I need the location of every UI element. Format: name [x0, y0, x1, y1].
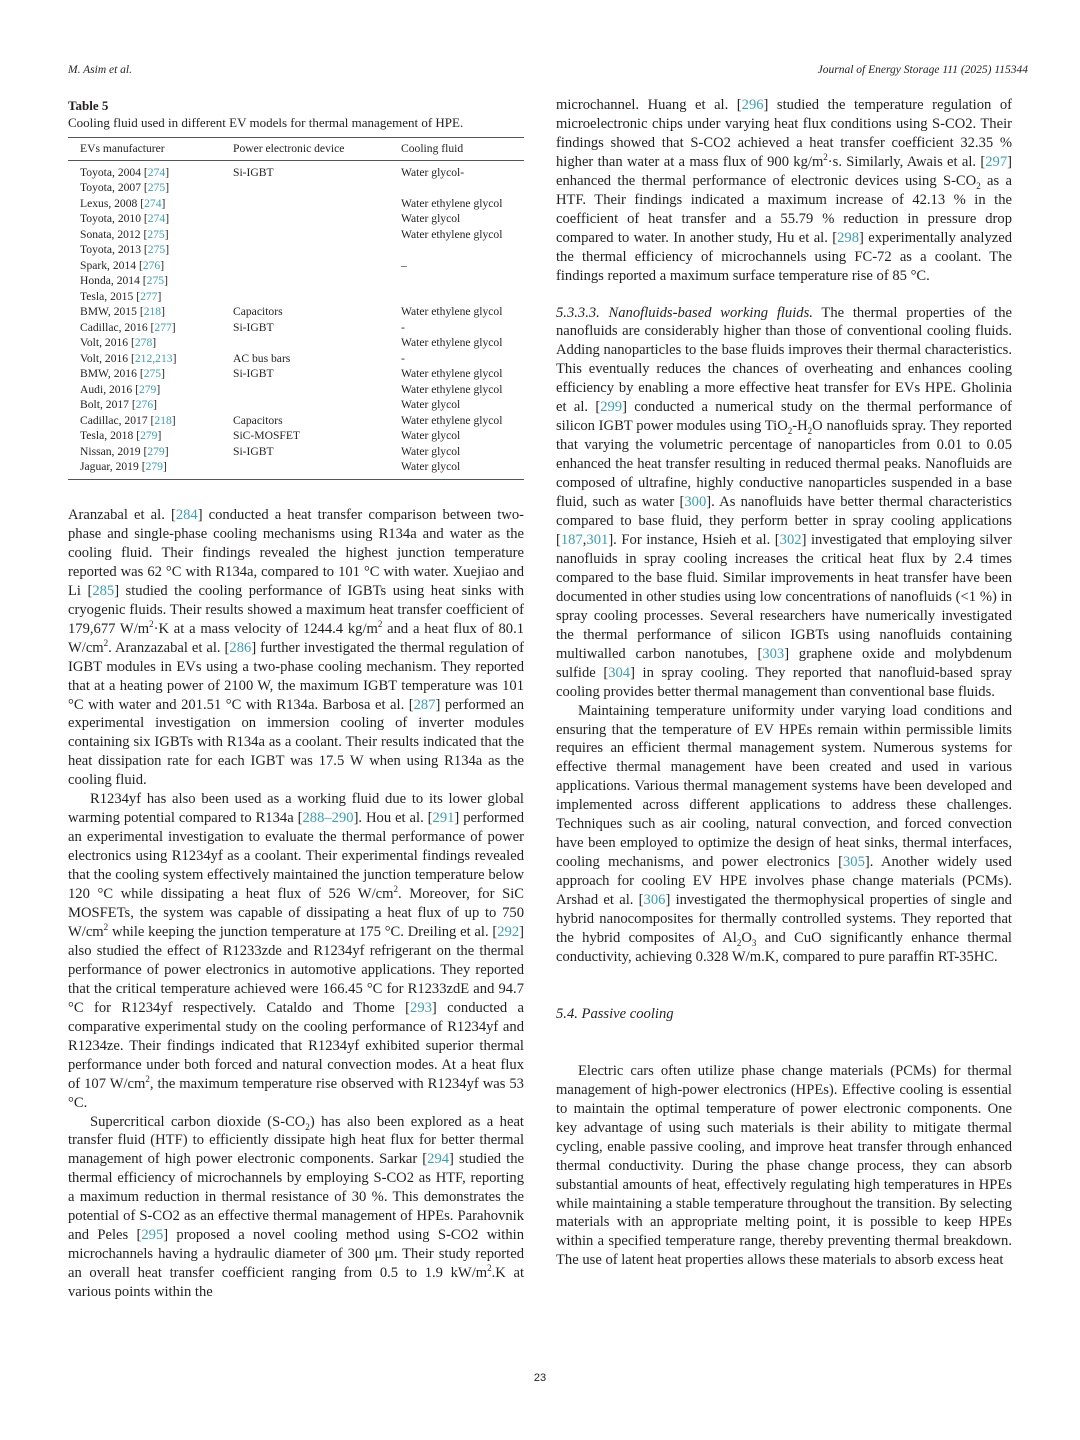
- cell-fluid: –: [401, 258, 407, 272]
- text: R1234yf has also been used as a working fluid due to its lower global warming potential compared to R134a [: [68, 791, 524, 827]
- paragraph-nanofluids: [556, 304, 1012, 702]
- table-row: [68, 428, 524, 444]
- text: ] proposed a novel cooling method using S-CO2 within microchannels having a hydraulic diameter of 300 μm. Their study reported an overall heat transfer coefficient ranging from 0.5 to 1.9 kW/m: [68, 1227, 524, 1282]
- spacer: [556, 1024, 1012, 1062]
- bracket: ]: [165, 165, 170, 179]
- bracket: [: [150, 320, 155, 334]
- citation-link[interactable]: 296: [741, 97, 764, 113]
- superscript: 2: [145, 1073, 150, 1084]
- cell-device: Si-IGBT: [233, 444, 274, 458]
- paragraph-microchannel: [556, 96, 1012, 286]
- citation-link[interactable]: 274: [147, 165, 166, 179]
- bracket: [: [143, 212, 148, 225]
- citation-link[interactable]: 285: [92, 582, 115, 599]
- cell-manufacturer: [68, 351, 233, 367]
- superscript: 2: [377, 618, 383, 629]
- table-row: [68, 366, 524, 382]
- cell-fluid: -: [401, 320, 405, 334]
- column-header-device: Power electronic device: [233, 138, 401, 161]
- text: ] graphene oxide and molybdenum sulfide [: [556, 645, 1012, 681]
- citation-link[interactable]: 275: [147, 181, 166, 194]
- text: .K at various points within the: [68, 1265, 525, 1301]
- citation-link[interactable]: 279: [140, 429, 158, 442]
- cell-device: [233, 382, 401, 398]
- text: O nanofluids spray. They reported that varying the volumetric percentage of nanoparticles from 0.01 to 0.05 enhanced the heat transfer resulting in reduced thermal peaks. Nanofluids are composed of ultrafine, highly conductive nanoparticles suspended in a base fluid, such as water [: [556, 418, 1012, 511]
- citation-link[interactable]: 218: [143, 305, 162, 318]
- citation-link[interactable]: 277: [140, 289, 158, 303]
- citation-link[interactable]: 292: [497, 923, 520, 940]
- bracket: [: [143, 181, 148, 194]
- table-row: [68, 335, 524, 351]
- paragraph-r1234yf: [68, 790, 524, 1112]
- text: Supercritical carbon dioxide (S-CO: [90, 1113, 306, 1130]
- manufacturer-text: BMW, 2015: [80, 305, 140, 318]
- manufacturer-text: Honda, 2014: [80, 274, 143, 287]
- bracket: [: [140, 196, 145, 210]
- cell-manufacturer: [68, 428, 233, 444]
- table-row: [68, 258, 524, 274]
- manufacturer-text: Sonata, 2012: [80, 227, 144, 241]
- text: ·s. Similarly, Awais et al. [: [827, 153, 986, 170]
- text: ] studied the temperature regulation of microelectronic chips under varying heat flux conditions using S-CO2. Their findings showed that S-CO2 achieved a heat transfer coefficient 32.35 % higher than water at a mass flux of 900 kg/m: [556, 97, 1012, 170]
- text: ] also studied the effect of R1233zde and R1234yf refrigerant on the thermal performance of power electronics in automotive applications. They reported that the critical temperature achieved were 166.45 °C for R1233zdE and 94.7 °C for R1234yf respectively. Cataldo and Thome [: [68, 923, 524, 1016]
- subscript: 2: [807, 426, 813, 437]
- table-row: [68, 459, 524, 479]
- citation-link[interactable]: 212,213: [134, 351, 173, 365]
- cell-fluid: [401, 242, 524, 258]
- text: ] conducted a comparative experimental study on the cooling performance of R1234yf and R1234ze. Their findings indicated that R1234yf exhibited superior thermal performance under both forced and natural convection modes. At a heat flux of 107 W/cm: [68, 999, 524, 1092]
- cell-manufacturer: [68, 397, 233, 413]
- citation-link[interactable]: 287: [413, 696, 436, 713]
- manufacturer-text: Nissan, 2019: [80, 444, 144, 458]
- table-row: [68, 444, 524, 460]
- text: ] experimentally analyzed the thermal efficiency of microchannels using FC-72 as a coolant. The findings reported a maximum surface temperature rise of 85 °C.: [556, 229, 1012, 284]
- paragraph-r134a: [68, 506, 524, 790]
- cell-fluid: [401, 273, 524, 289]
- cell-device: [233, 227, 401, 243]
- cell-device: [233, 258, 401, 274]
- citation-link[interactable]: 303: [762, 645, 785, 662]
- cell-manufacturer: [68, 320, 233, 336]
- text: The thermal properties of the nanofluids are considerably higher than those of conventional cooling fluids. Adding nanoparticles to the base fluids improves their thermal characteristics. This eventually reduces the chances of overheating and enhances cooling efficiency by enabling a more effective heat transfer for EVs HPE. Gholinia et al. [: [556, 304, 1012, 416]
- cell-manufacturer: [68, 180, 233, 196]
- citation-link[interactable]: 274: [147, 212, 166, 225]
- bracket: ]: [152, 336, 157, 349]
- citation-link[interactable]: 284: [175, 507, 198, 523]
- cell-device: Capacitors: [233, 413, 283, 427]
- superscript: 2: [149, 618, 154, 629]
- manufacturer-text: Toyota, 2007: [80, 181, 144, 194]
- bracket: [: [138, 258, 143, 272]
- bracket: ]: [165, 243, 170, 256]
- paragraph-sco2: [68, 1113, 524, 1303]
- cell-device: SiC-MOSFET: [233, 429, 301, 442]
- citation-link[interactable]: 275: [146, 274, 165, 287]
- citation-link[interactable]: 291: [432, 810, 455, 827]
- cell-device: [233, 397, 401, 413]
- table-body: [68, 160, 524, 479]
- cell-fluid: Water ethylene glycol: [401, 227, 503, 241]
- cell-manufacturer: [68, 366, 233, 382]
- cell-manufacturer: [68, 211, 233, 227]
- manufacturer-text: Cadillac, 2017: [80, 413, 151, 427]
- manufacturer-text: Cadillac, 2016: [80, 320, 151, 334]
- bracket: ]: [172, 351, 177, 365]
- cell-fluid: Water glycol: [401, 212, 461, 225]
- subscript: 2: [305, 1121, 310, 1132]
- cell-fluid: Water ethylene glycol: [401, 196, 503, 210]
- text: ] in spray cooling. They reported that nanofluid-based spray cooling provides better thermal management than conventional base fluids.: [556, 664, 1012, 700]
- bracket: [: [143, 444, 148, 458]
- text: ,: [582, 531, 587, 548]
- citation-link[interactable]: 275: [147, 227, 165, 241]
- cell-fluid: -: [401, 351, 405, 365]
- bracket: [: [136, 429, 141, 442]
- manufacturer-text: Toyota, 2004: [80, 165, 144, 179]
- cell-manufacturer: [68, 459, 233, 479]
- manufacturer-text: Volt, 2016: [80, 351, 131, 365]
- text: ) has also been explored as a heat transfer fluid (HTF) to efficiently dissipate high heat flux for better thermal management of high power electronic components. Sarkar [: [68, 1113, 524, 1168]
- text: ] conducted a numerical study on the thermal performance of silicon IGBT power modules using TiO: [556, 399, 1012, 435]
- table-row: [68, 397, 524, 413]
- text: microchannel. Huang et al. [: [556, 97, 742, 113]
- bracket: [: [135, 382, 139, 396]
- manufacturer-text: Tesla, 2015: [80, 289, 137, 303]
- text: ] further investigated the thermal regulation of IGBT modules in EVs using a two-phase cooling mechanism. They reported that at a heating power of 2100 W, the maximum IGBT temperature was 101 °C with water and 201.51 °C with R134a. Barbosa et al. [: [68, 639, 524, 713]
- table-row: [68, 211, 524, 227]
- cell-device: [233, 196, 401, 212]
- cell-device: AC bus bars: [233, 351, 291, 365]
- bracket: [: [141, 460, 146, 473]
- citation-link[interactable]: 306: [643, 892, 666, 909]
- cell-device: Capacitors: [233, 305, 283, 318]
- cell-device: [233, 459, 401, 479]
- bracket: ]: [162, 460, 167, 473]
- citation-link[interactable]: 302: [779, 531, 802, 548]
- bracket: ]: [157, 429, 162, 442]
- cell-manufacturer: [68, 304, 233, 320]
- table-row: [68, 413, 524, 429]
- cell-fluid: Water ethylene glycol: [401, 382, 503, 396]
- text: Maintaining temperature uniformity under varying load conditions and ensuring that the temperature of EV HPEs remain within permissible limits requires an efficient thermal management system. Numerous systems for effective thermal management have been created and used in various applications. Various thermal management systems have been developed and implemented across different applications to address these challenges. Techniques such as air cooling, natural convection, and forced convection have been employed to optimize the design of heat sinks, thermal interfaces, cooling mechanisms, and power electronics [: [556, 702, 1012, 871]
- cell-fluid: Water ethylene glycol: [401, 367, 503, 380]
- text: -H: [792, 418, 808, 435]
- cell-fluid: [401, 180, 524, 196]
- cell-device: [233, 211, 401, 227]
- text: while keeping the junction temperature at 175 °C. Dreiling et al. [: [108, 923, 498, 940]
- bracket: ]: [164, 274, 168, 287]
- citation-link[interactable]: 279: [145, 460, 163, 473]
- cell-fluid: Water glycol-: [401, 165, 465, 179]
- cell-fluid: Water glycol: [401, 444, 461, 458]
- spacer: [556, 967, 1012, 1005]
- page-number: 23: [533, 1372, 547, 1384]
- manufacturer-text: Bolt, 2017: [80, 398, 132, 411]
- cell-fluid: [401, 289, 524, 305]
- text: ]. For instance, Hsieh et al. [: [608, 531, 780, 548]
- manufacturer-text: Jaguar, 2019: [80, 460, 142, 473]
- subscript: 2: [736, 937, 742, 948]
- text: . Aranzazabal et al. [: [108, 639, 230, 656]
- citation-link[interactable]: 276: [135, 398, 154, 411]
- superscript: 2: [487, 1263, 492, 1274]
- manufacturer-text: Tesla, 2018: [80, 429, 137, 442]
- manufacturer-text: Toyota, 2010: [80, 212, 144, 225]
- table-row: [68, 304, 524, 320]
- cell-device: [233, 273, 401, 289]
- table-row: [68, 227, 524, 243]
- citation-link[interactable]: 305: [843, 854, 865, 871]
- text: ]. Another widely used approach for cooling EV HPE involves phase change materials (PCMs). Arshad et al. [: [556, 854, 1012, 909]
- cell-fluid: Water glycol: [401, 429, 461, 442]
- citation-link[interactable]: 299: [600, 399, 623, 416]
- column-header-fluid: Cooling fluid: [401, 138, 524, 161]
- cell-manufacturer: [68, 335, 233, 351]
- bracket: [: [143, 165, 148, 179]
- table-row: [68, 289, 524, 305]
- running-head-journal: Journal of Energy Storage 111 (2025) 115344: [817, 64, 1028, 76]
- table-row: [68, 196, 524, 212]
- bracket: ]: [164, 444, 169, 458]
- text: O: [741, 929, 752, 946]
- cell-device: Si-IGBT: [233, 165, 274, 179]
- cell-manufacturer: [68, 258, 233, 274]
- citation-link[interactable]: 293: [410, 999, 432, 1016]
- bracket: ]: [161, 305, 165, 318]
- cell-manufacturer: [68, 289, 233, 305]
- citation-link[interactable]: 276: [142, 258, 161, 272]
- text: and a heat flux of 80.1 W/cm: [68, 620, 525, 656]
- superscript: 2: [103, 637, 109, 648]
- citation-link[interactable]: 288–290: [302, 810, 354, 827]
- bracket: [: [139, 367, 144, 380]
- bracket: ]: [165, 212, 170, 225]
- citation-link[interactable]: 298: [837, 229, 860, 246]
- bracket: ]: [153, 398, 157, 411]
- table-row: [68, 351, 524, 367]
- bracket: ]: [161, 196, 166, 210]
- text: ] conducted a heat transfer comparison between two-phase and single-phase cooling mechanisms using R134a and water as the cooling fluid. Their findings revealed the highest junction temperature reported was 62 °C with R134a, compared to 101 °C with water. Xuejiao and Li [: [68, 507, 524, 599]
- text: ] investigated that employing silver nanofluids in spray cooling increases the critical heat flux by 2.4 times compared to the base fluid. Similar improvements in heat transfer have been documented in other studies using low concentrations of nanofluids (<1 %) in spray cooling processes. Several researchers have numerically investigated the thermal performance of silicon IGBTs using nanofluids containing multiwalled carbon nanotubes, [: [556, 531, 1012, 662]
- subscript: 2: [976, 180, 981, 191]
- citation-link[interactable]: 187: [560, 531, 583, 548]
- cell-device: [233, 242, 401, 258]
- text: ] performed an experimental investigation to evaluate the thermal performance of power electronics using R1234yf as a coolant. Their experimental findings revealed that the cooling system effectively maintained the junction temperature below 120 °C while dissipating a heat flux of 526 W/cm: [68, 810, 524, 903]
- subscript: 3: [751, 937, 757, 948]
- superscript: 2: [393, 884, 398, 895]
- superscript: 2: [823, 152, 828, 162]
- manufacturer-text: Spark, 2014: [80, 258, 139, 272]
- table-row: [68, 320, 524, 336]
- text: ]. As nanofluids have better thermal characteristics compared to base fluid, they perform better in spray cooling applications [: [556, 494, 1012, 548]
- bracket: [: [143, 227, 148, 241]
- cooling-fluid-table: [68, 137, 524, 480]
- cell-fluid: Water glycol: [401, 460, 461, 473]
- manufacturer-text: Volt, 2016: [80, 336, 131, 349]
- running-head-authors: M. Asim et al.: [68, 64, 132, 76]
- manufacturer-text: BMW, 2016: [80, 367, 140, 380]
- citation-link[interactable]: 279: [138, 382, 157, 396]
- cell-manufacturer: [68, 382, 233, 398]
- subscript: 2: [787, 426, 793, 437]
- cell-fluid: Water ethylene glycol: [401, 305, 503, 318]
- table-row: [68, 160, 524, 180]
- text: , the maximum temperature rise observed with R1234yf was 53 °C.: [68, 1075, 524, 1111]
- cell-fluid: Water ethylene glycol: [401, 413, 503, 427]
- column-header-manufacturer: EVs manufacturer: [68, 138, 233, 161]
- text: ] studied the thermal efficiency of microchannels by employing S-CO2 as HTF, reporting a maximum reduction in thermal resistance of 30 %. This demonstrates the potential of S-CO2 as an effective thermal management of HPEs. Parahovnik and Peles [: [68, 1151, 524, 1244]
- cell-fluid: Water ethylene glycol: [401, 336, 503, 349]
- table-row: [68, 273, 524, 289]
- cell-device: [233, 289, 401, 305]
- manufacturer-text: Audi, 2016: [80, 382, 136, 396]
- citation-link[interactable]: 218: [154, 413, 172, 427]
- text: and CuO significantly enhance thermal conductivity, achieving 0.328 W/m.K, compared to pure paraffin RT-35HC.: [556, 929, 1012, 965]
- bracket: [: [143, 243, 148, 256]
- table-caption: Cooling fluid used in different EV models for thermal management of HPE.: [68, 115, 464, 130]
- cell-manufacturer: [68, 160, 233, 180]
- bracket: [: [131, 336, 135, 349]
- right-column: [556, 96, 1012, 1270]
- bracket: ]: [171, 320, 176, 334]
- bracket: ]: [171, 413, 176, 427]
- cell-device: Si-IGBT: [233, 320, 274, 334]
- table-row: [68, 180, 524, 196]
- bracket: [: [139, 305, 144, 318]
- text: ]. Hou et al. [: [353, 810, 433, 827]
- bracket: ]: [164, 227, 169, 241]
- cell-device: Si-IGBT: [233, 367, 274, 380]
- manufacturer-text: Toyota, 2013: [80, 243, 144, 256]
- cell-manufacturer: [68, 413, 233, 429]
- table-row: [68, 242, 524, 258]
- citation-link[interactable]: 295: [141, 1227, 164, 1244]
- citation-link[interactable]: 279: [147, 444, 165, 458]
- table-row: [68, 382, 524, 398]
- bracket: ]: [156, 382, 161, 396]
- manufacturer-text: Lexus, 2008: [80, 196, 141, 210]
- cell-manufacturer: [68, 444, 233, 460]
- table-label: Table 5: [68, 98, 109, 113]
- citation-link[interactable]: 294: [427, 1151, 450, 1168]
- bracket: ]: [160, 258, 165, 272]
- bracket: ]: [157, 289, 162, 303]
- table-header-row: [68, 138, 524, 161]
- citation-link[interactable]: 300: [684, 494, 707, 511]
- bracket: [: [150, 413, 155, 427]
- cell-manufacturer: [68, 196, 233, 212]
- subsection-heading-5-3-3-3: 5.3.3.3. Nanofluids-based working fluids.: [556, 304, 813, 321]
- citation-link[interactable]: 301: [586, 531, 609, 548]
- citation-link[interactable]: 274: [144, 196, 162, 210]
- bracket: [: [131, 351, 135, 365]
- table-5: [68, 98, 524, 480]
- cell-device: [233, 180, 401, 196]
- cell-manufacturer: [68, 242, 233, 258]
- section-heading-passive-cooling: 5.4. Passive cooling: [556, 1005, 674, 1022]
- text: ·K at a mass velocity of 1244.4 kg/m: [153, 620, 378, 637]
- citation-link[interactable]: 277: [154, 320, 172, 334]
- spacer: [556, 286, 1012, 304]
- left-column: [68, 506, 524, 1302]
- text: ] investigated the thermophysical properties of single and hybrid nanocomposites for thermally controlled systems. They reported that the hybrid composites of Al: [556, 892, 1012, 946]
- text: . Moreover, for SiC MOSFETs, the system was capable of dissipating a heat flux of up to 750 W/cm: [68, 886, 524, 940]
- bracket: [: [136, 289, 141, 303]
- cell-manufacturer: [68, 227, 233, 243]
- bracket: ]: [165, 181, 170, 194]
- text: as a HTF. Their findings indicated a maximum increase of 42.13 % in the coefficient of heat transfer and a 55.79 % reduction in pressure drop compared to water. In another study, Hu et al. [: [556, 172, 1012, 246]
- citation-link[interactable]: 275: [147, 243, 166, 256]
- superscript: 2: [103, 922, 109, 933]
- citation-link[interactable]: 297: [985, 153, 1008, 170]
- paragraph-passive-cooling: Electric cars often utilize phase change materials (PCMs) for thermal management of high-power electronics (HPEs). Effective cooling is essential to maintain the optimal temperature of power electronic components. One key advantage of using such materials is their ability to mitigate thermal cycling, enable passive cooling, and improve heat transfer through enhanced thermal conductivity. During the phase change process, they can absorb substantial amounts of heat, effectively regulating high temperatures in HPEs while maintaining a stable temperature throughout the transition. By selecting materials with an appropriate melting point, it is possible to keep HPEs within a specified temperature range, thereby preventing thermal breakdown. The use of latent heat properties allows these materials to absorb excess heat: [556, 1062, 1012, 1269]
- citation-link[interactable]: 286: [229, 639, 252, 656]
- paragraph-temperature-uniformity: [556, 702, 1012, 967]
- text: Aranzabal et al. [: [68, 507, 176, 523]
- text: ] enhanced the thermal performance of electronic devices using S-CO: [556, 153, 1012, 189]
- bracket: ]: [161, 367, 165, 380]
- citation-link[interactable]: 278: [134, 336, 153, 349]
- citation-link[interactable]: 275: [143, 367, 162, 380]
- citation-link[interactable]: 304: [608, 664, 631, 681]
- text: ] performed an experimental investigation on immersion cooling of inverter modules containing six IGBTs with R134a as a coolant. Their results indicated that the heat dissipation rate for each IGBT was 17.5 W when using R134a as the cooling fluid.: [68, 696, 524, 789]
- cell-manufacturer: [68, 273, 233, 289]
- cell-fluid: Water glycol: [401, 398, 461, 411]
- bracket: [: [142, 274, 147, 287]
- cell-device: [233, 335, 401, 351]
- bracket: [: [131, 398, 136, 411]
- text: ] studied the cooling performance of IGBTs using heat sinks with cryogenic fluids. Their results showed a maximum heat transfer coefficient of 179,677 W/m: [68, 582, 524, 637]
